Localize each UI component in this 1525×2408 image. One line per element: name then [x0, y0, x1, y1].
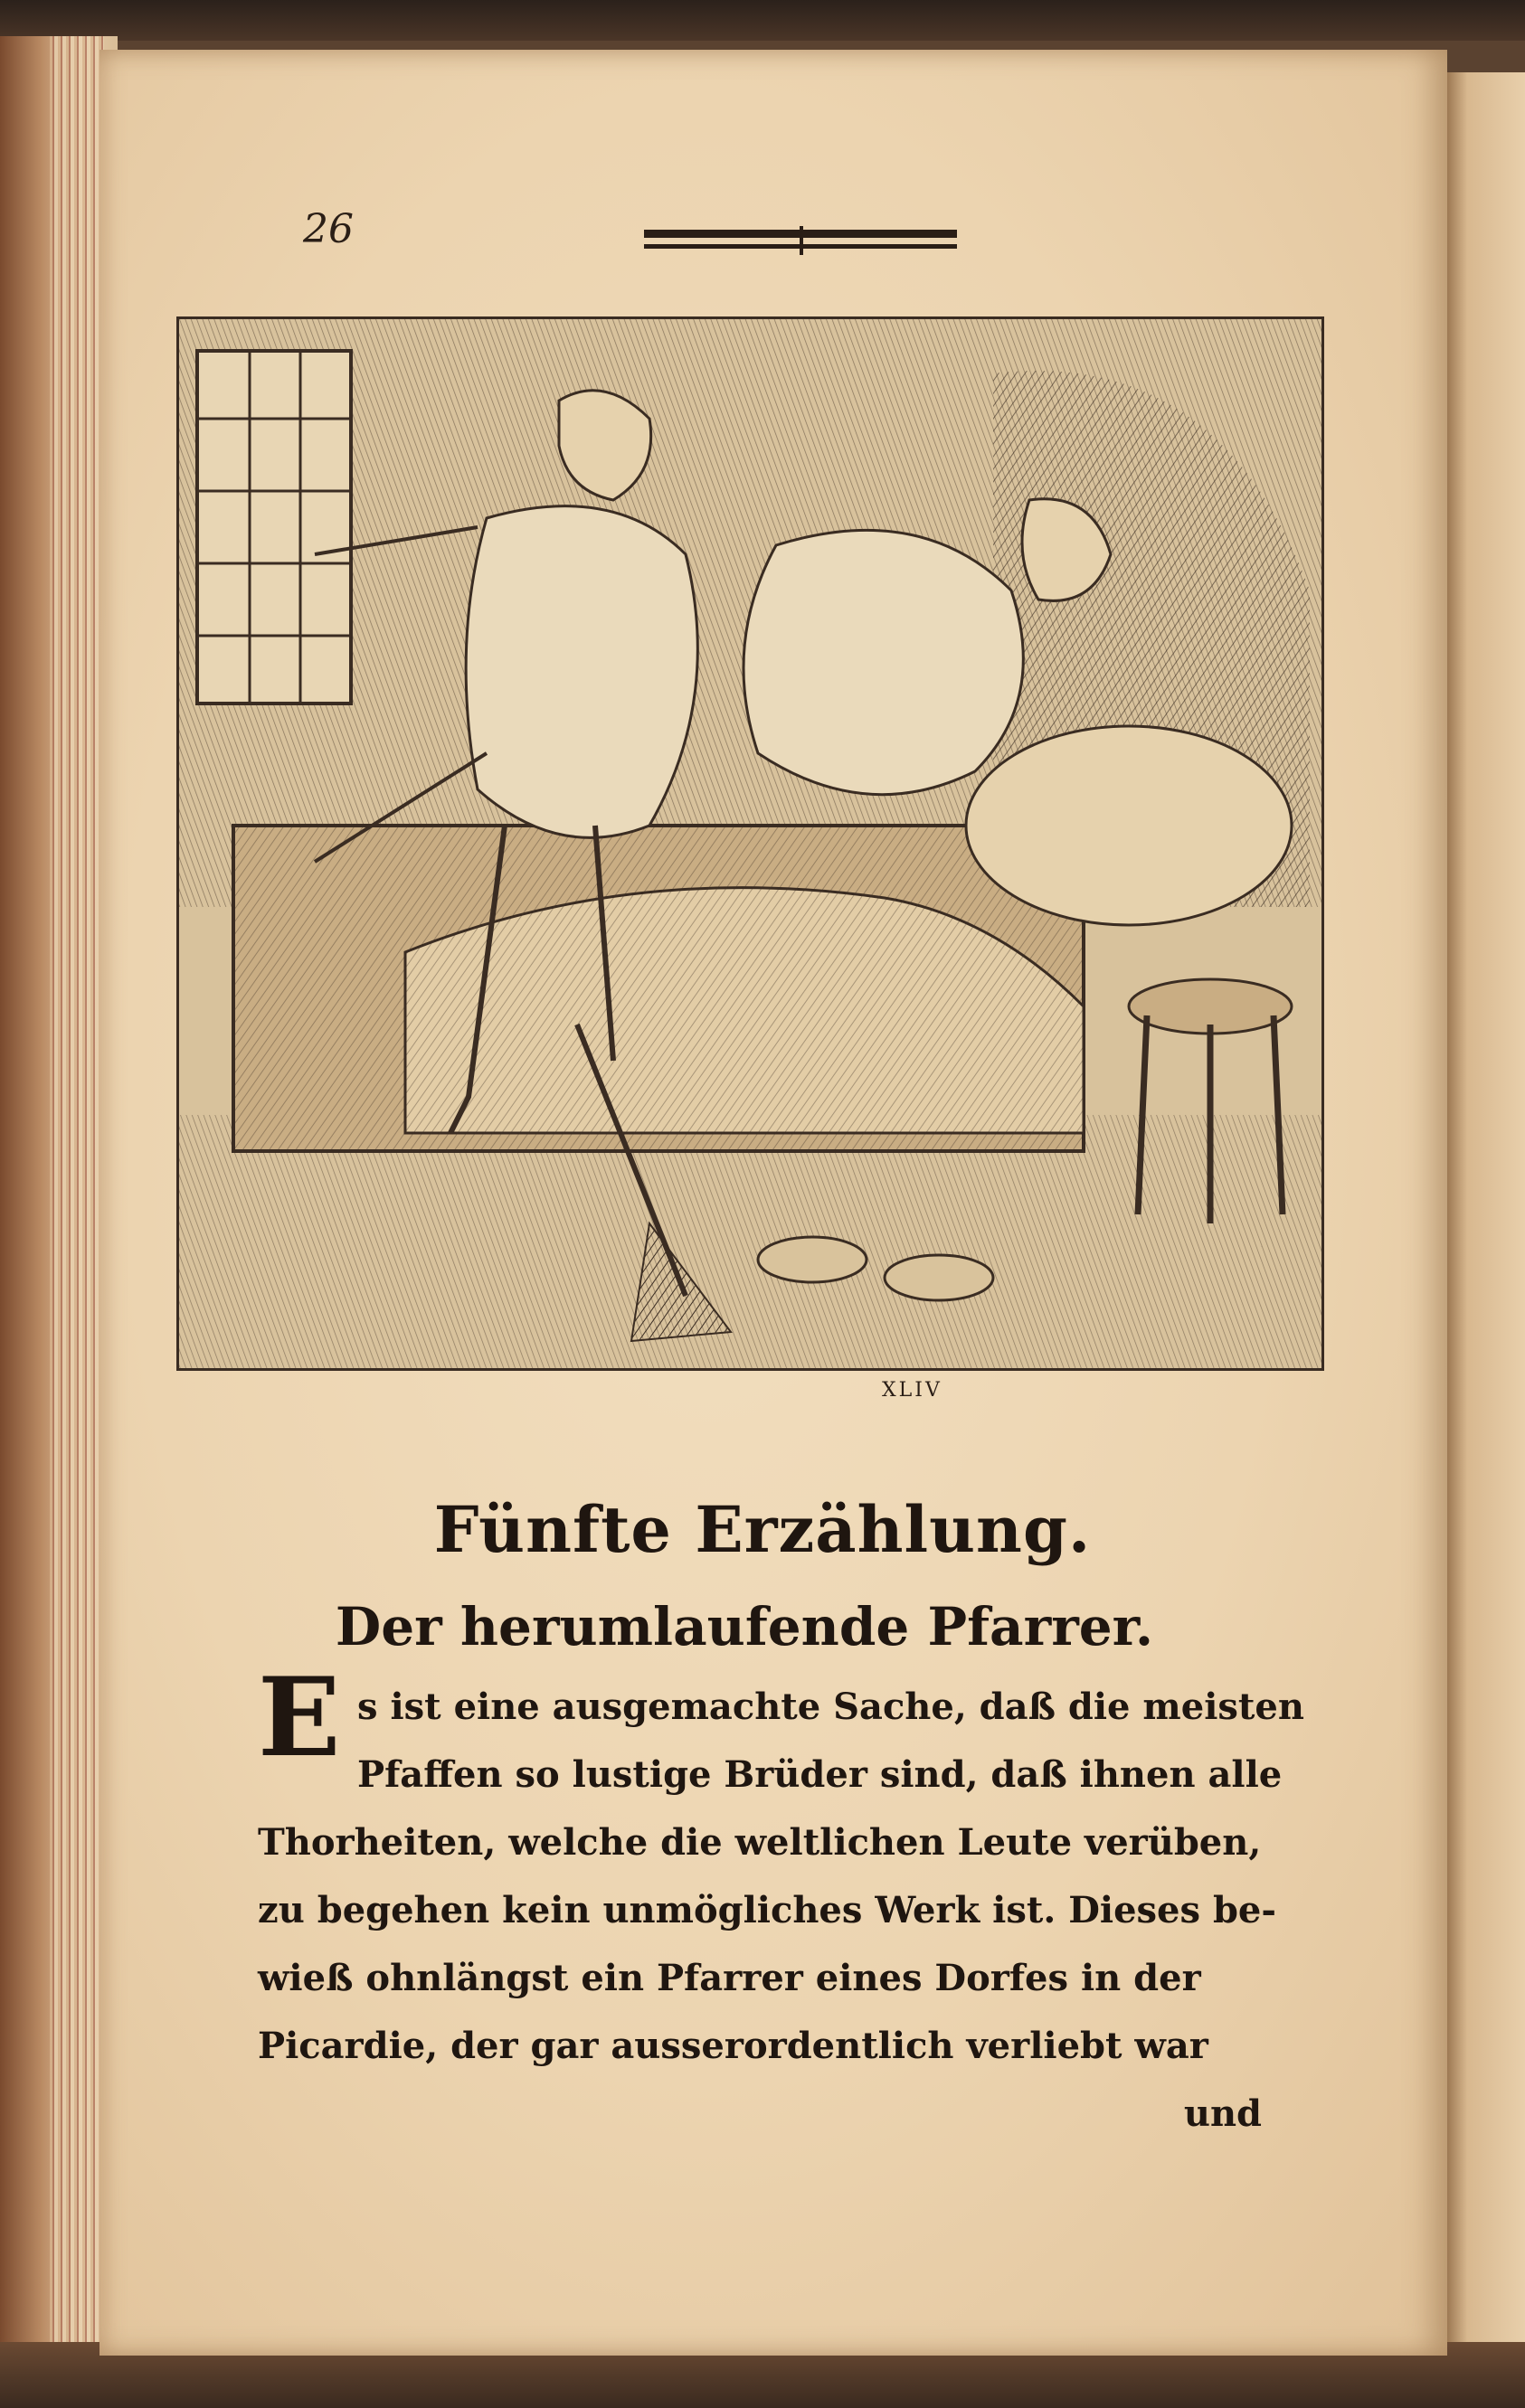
text-line: s ist eine ausgemachte Sache, daß die meisten: [357, 1686, 1304, 1728]
text-line: wieß ohnlängst ein Pfarrer eines Dorfes in der: [258, 1957, 1201, 1999]
body-text: [258, 1673, 1304, 2148]
facing-page-edge: [1443, 72, 1525, 2369]
page-number: 26: [303, 206, 354, 252]
text-line: Picardie, der gar ausserordentlich verliebt war: [258, 2025, 1208, 2067]
text-line: Thorheiten, welche die weltlichen Leute verüben,: [258, 1821, 1262, 1864]
book-top-edge: [0, 0, 1525, 41]
drop-cap: E: [258, 1654, 341, 1781]
text-line: zu begehen kein unmögliches Werk ist. Dieses be-: [258, 1889, 1276, 1931]
story-title: Der herumlaufende Pfarrer.: [335, 1596, 1154, 1657]
text-line: und: [1183, 2092, 1262, 2135]
text-line: Pfaffen so lustige Brüder sind, daß ihnen alle: [357, 1753, 1283, 1796]
engraving-illustration: [176, 316, 1324, 1371]
engraving-scene: [179, 319, 1321, 1368]
plate-mark: XLIV: [882, 1379, 942, 1402]
chapter-title: Fünfte Erzählung.: [433, 1492, 1092, 1567]
header-rule: [644, 230, 957, 257]
